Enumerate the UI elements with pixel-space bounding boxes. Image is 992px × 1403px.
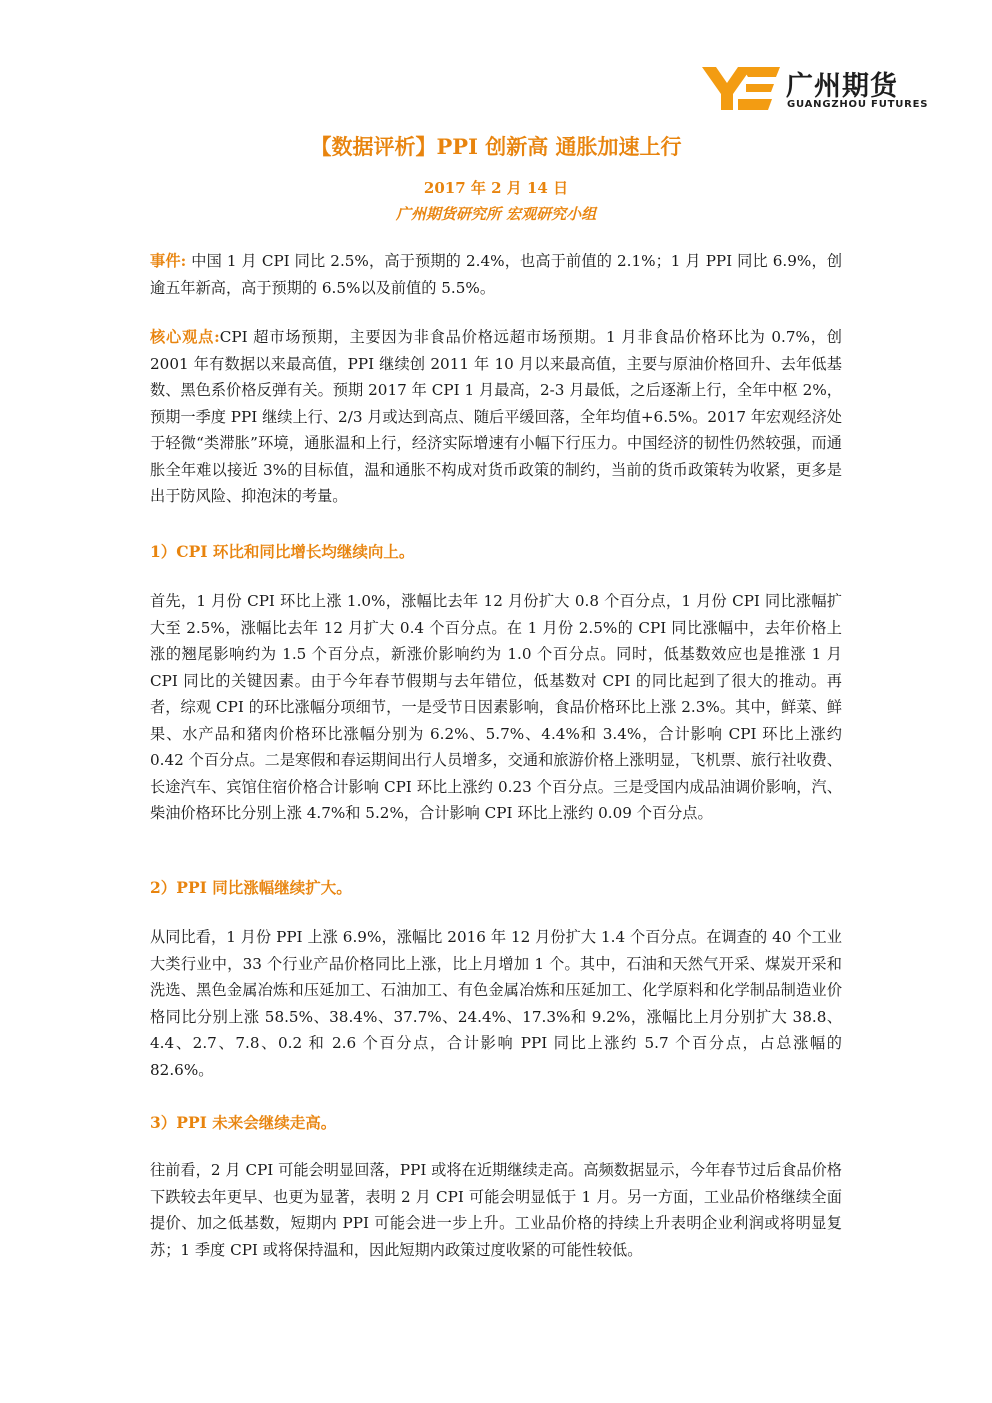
section-heading-cpi: 1）CPI 环比和同比增长均继续向上。: [150, 542, 415, 561]
section-body-outlook: 往前看，2 月 CPI 可能会明显回落，PPI 或将在近期继续走高。高频数据显示，今年春节过后食品价格下跌较去年更早、也更为显著，表明 2 月 CPI 可能会明显低于 1 月。另一方面，工业品价格继续全面提价、加之低基数，短期内 PPI 可能会进一步上升。工业品价格的持续上升表明企业利润或将明显复苏；1 季度 CPI 或将保持温和，因此短期内政策过度收紧的可能性较低。: [150, 1161, 842, 1259]
section-body-ppi: 从同比看，1 月份 PPI 上涨 6.9%，涨幅比 2016 年 12 月份扩大 1.4 个百分点。在调查的 40 个工业大类行业中，33 个行业产品价格同比上涨，比上月增加 1 个。其中，石油和天然气开采、煤炭开采和洗选、黑色金属冶炼和压延加工、石油加工、有色金属冶炼和压延加工、化学原料和化学制品制造业价格同比分别上涨 58.5%、38.4%、37.7%、24.4%、17.3%和 9.2%，涨幅比上月分别扩大 38.8、4.4、2.7、7.8、0.2 和 2.6 个百分点，合计影响 PPI 同比上涨约 5.7 个百分点，占总涨幅的 82.6%。: [150, 928, 842, 1079]
section-heading-outlook: 3）PPI 未来会继续走高。: [150, 1113, 337, 1132]
core-view-paragraph: [150, 324, 842, 510]
section-heading-ppi: 2）PPI 同比涨幅继续扩大。: [150, 878, 352, 897]
core-view-text: CPI 超市场预期，主要因为非食品价格远超市场预期。1 月非食品价格环比为 0.7%，创 2001 年有数据以来最高值，PPI 继续创 2011 年 10 月以来最高值，主要与原油价格回升、去年低基数、黑色系价格反弹有关。预期 2017 年 CPI 1 月最高，2-3 月最低，之后逐渐上行，全年中枢 2%，预期一季度 PPI 继续上行、2/3 月或达到高点、随后平缓回落，全年均值+6.5%。2017 年宏观经济处于轻微“类滞胀”环境，通胀温和上行，经济实际增速有小幅下行压力。中国经济的韧性仍然较强，而通胀全年难以接近 3%的目标值，温和通胀不构成对货币政策的制约，当前的货币政策转为收紧，更多是出于防风险、抑泡沫的考量。: [150, 328, 842, 505]
event-label: 事件:: [150, 252, 187, 270]
event-text: 中国 1 月 CPI 同比 2.5%，高于预期的 2.4%，也高于前值的 2.1%；1 月 PPI 同比 6.9%，创逾五年新高，高于预期的 6.5%以及前值的 5.5%。: [150, 252, 843, 297]
company-logo: [702, 64, 932, 116]
yf-logo-icon: [702, 64, 782, 112]
logo-english-text: GUANGZHOU FUTURES: [787, 99, 929, 110]
logo-chinese-text: 广州期货: [786, 71, 898, 102]
document-author: 广州期货研究所 宏观研究小组: [395, 205, 597, 223]
document-date: 2017 年 2 月 14 日: [423, 179, 569, 197]
document-title: 【数据评析】PPI 创新高 通胀加速上行: [310, 134, 682, 159]
event-paragraph: [150, 248, 842, 301]
section-body-cpi: 首先，1 月份 CPI 环比上涨 1.0%，涨幅比去年 12 月份扩大 0.8 个百分点，1 月份 CPI 同比涨幅扩大至 2.5%，涨幅比去年 12 月扩大 0.4 个百分点。在 1 月份 2.5%的 CPI 同比涨幅中，去年价格上涨的翘尾影响约为 1.5 个百分点，新涨价影响约为 1.0 个百分点。同时，低基数效应也是推涨 1 月 CPI 同比的关键因素。由于今年春节假期与去年错位，低基数对 CPI 的同比起到了很大的推动。再者，综观 CPI 的环比涨幅分项细节，一是受节日因素影响，食品价格环比上涨 2.3%。其中，鲜菜、鲜果、水产品和猪肉价格环比涨幅分别为 6.2%、5.7%、4.4%和 3.4%，合计影响 CPI 环比上涨约 0.42 个百分点。二是寒假和春运期间出行人员增多，交通和旅游价格上涨明显，飞机票、旅行社收费、长途汽车、宾馆住宿价格合计影响 CPI 环比上涨约 0.23 个百分点。三是受国内成品油调价影响，汽、柴油价格环比分别上涨 4.7%和 5.2%，合计影响 CPI 环比上涨约 0.09 个百分点。: [150, 592, 842, 822]
core-view-label: 核心观点:: [150, 328, 220, 346]
